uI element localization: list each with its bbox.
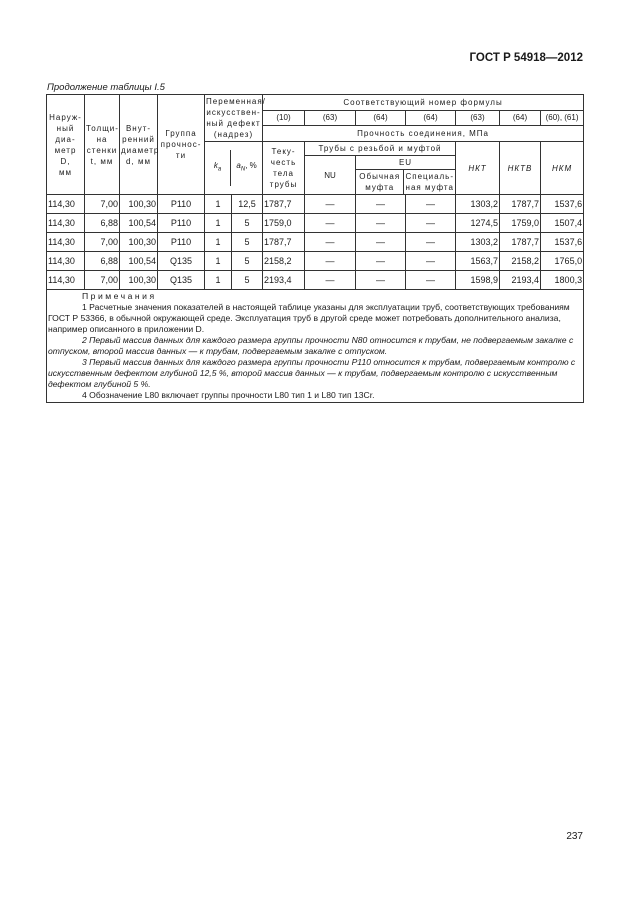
table-cell: — — [356, 195, 406, 214]
table-cell: 100,30 — [120, 195, 158, 214]
table-cell: 100,30 — [120, 271, 158, 290]
standard-designation: ГОСТ Р 54918—2012 — [469, 52, 583, 64]
note-item: 2 Первый массив данных для каждого размера группы прочности N80 относится к трубам, не подвергаемым закалке с отпуском, второй массив данных — к трубам, подвергаемым закалке с отпуском. — [48, 335, 574, 356]
table-cell: 1537,6 — [541, 195, 584, 214]
table-cell: 114,30 — [47, 195, 85, 214]
formula-number: (60), (61) — [541, 110, 584, 126]
col-ka-an — [205, 142, 263, 195]
table-cell: — — [305, 233, 356, 252]
table-cell: 100,30 — [120, 233, 158, 252]
table-cell: 1303,2 — [456, 195, 500, 214]
table-cell: — — [356, 271, 406, 290]
table-cell: Р110 — [158, 233, 205, 252]
table-cell: — — [305, 195, 356, 214]
table-cell: 1787,7 — [500, 233, 541, 252]
table-cell: — — [406, 233, 456, 252]
table-cell: — — [406, 214, 456, 233]
table-cell: 114,30 — [47, 252, 85, 271]
col-inner-diameter: Внут- ренний диаметр d, мм — [120, 95, 158, 195]
table-cell: Q135 — [158, 252, 205, 271]
table-cell: — — [305, 252, 356, 271]
col-nu: NU — [305, 156, 356, 195]
formula-number: (64) — [500, 110, 541, 126]
note-item: 1 Расчетные значения показателей в настоящей таблице указаны для эксплуатации труб, соответствующих требованиям ГОСТ Р 53366, в обычной окружающей среде. Эксплуатация труб в другой среде может потребовать дополнительного анализа, например описанного в приложении D. — [48, 302, 570, 334]
table-cell: 1 — [205, 252, 232, 271]
table-cell: 7,00 — [85, 195, 120, 214]
table-cell: 1800,3 — [541, 271, 584, 290]
table-cell: — — [406, 195, 456, 214]
table-row — [47, 252, 584, 271]
table-cell: 1 — [205, 271, 232, 290]
table-cell: 1274,5 — [456, 214, 500, 233]
col-defect: Переменная/ искусствен- ный дефект (надрез) — [205, 95, 263, 142]
table-row — [47, 195, 584, 214]
col-regular-coupling: Обычная муфта — [356, 170, 404, 195]
col-ka: $k_a$ — [205, 150, 231, 186]
table-cell: 7,00 — [85, 233, 120, 252]
note-item: 3 Первый массив данных для каждого размера группы прочности Р110 относится к трубам, подвергаемым контролю с искусственным дефектом глубиной 12,5 %, второй массив данных — к трубам, подвергаемым контролю с искусственным дефектом глубиной 5 %. — [48, 357, 576, 389]
col-nkm: НКМ — [541, 142, 584, 195]
note-item: 4 Обозначение L80 включает группы прочности L80 тип 1 и L80 тип 13Cr. — [82, 390, 375, 400]
formula-number: (63) — [456, 110, 500, 126]
table-cell: 114,30 — [47, 233, 85, 252]
table-row — [47, 233, 584, 252]
table-cell: 5 — [232, 214, 263, 233]
strength-header: Прочность соединения, МПа — [263, 126, 584, 142]
table-cell: Р110 — [158, 214, 205, 233]
col-body-yield: Теку- честь тела трубы — [263, 142, 305, 195]
formula-group-header: Соответствующий номер формулы — [263, 95, 584, 111]
table-cell: 12,5 — [232, 195, 263, 214]
table-cell: 6,88 — [85, 214, 120, 233]
table-cell: 1759,0 — [263, 214, 305, 233]
table-cell: 2193,4 — [263, 271, 305, 290]
table-cell: 1598,9 — [456, 271, 500, 290]
table-cell: — — [356, 214, 406, 233]
formula-number: (63) — [305, 110, 356, 126]
table-cell: 1537,6 — [541, 233, 584, 252]
col-strength-grade: Группа прочнос- ти — [158, 95, 205, 195]
table-cell: — — [356, 233, 406, 252]
table-cell: 1303,2 — [456, 233, 500, 252]
table-row — [47, 271, 584, 290]
table-cell: 114,30 — [47, 271, 85, 290]
col-wall-thickness: Толщи- на стенки t, мм — [85, 95, 120, 195]
notes-block — [47, 290, 584, 403]
table-cell: 2158,2 — [500, 252, 541, 271]
table-cell: Q135 — [158, 271, 205, 290]
table-cell: 1787,7 — [263, 233, 305, 252]
table-cell: 2158,2 — [263, 252, 305, 271]
formula-number: (64) — [356, 110, 406, 126]
table-cell: Р110 — [158, 195, 205, 214]
table-cell: 5 — [232, 252, 263, 271]
table-row — [47, 214, 584, 233]
table-cell: 5 — [232, 271, 263, 290]
notes-title: Примечания — [82, 291, 157, 301]
table-cell: 1787,7 — [263, 195, 305, 214]
table-cell: 1563,7 — [456, 252, 500, 271]
table-cell: 100,54 — [120, 214, 158, 233]
strength-table — [46, 94, 584, 403]
col-an: $a_N$, % — [236, 161, 257, 173]
table-cell: 6,88 — [85, 252, 120, 271]
col-nktv: НКТВ — [500, 142, 541, 195]
table-cell: 114,30 — [47, 214, 85, 233]
table-cell: — — [305, 214, 356, 233]
table-cell: 100,54 — [120, 252, 158, 271]
table-cell: 1759,0 — [500, 214, 541, 233]
table-cell: 1787,7 — [500, 195, 541, 214]
col-eu — [356, 156, 456, 195]
formula-number: (10) — [263, 110, 305, 126]
table-cell: 7,00 — [85, 271, 120, 290]
page-number: 237 — [566, 831, 583, 842]
table-cell: 1 — [205, 233, 232, 252]
table-cell: — — [305, 271, 356, 290]
threaded-header: Трубы с резьбой и муфтой — [305, 142, 456, 156]
table-cell: — — [406, 252, 456, 271]
table-cell: 1 — [205, 195, 232, 214]
col-outer-diameter: Наруж- ный диа- метр D, мм — [47, 95, 85, 195]
table-cell: 1765,0 — [541, 252, 584, 271]
col-nkt: НКТ — [456, 142, 500, 195]
table-cell: — — [356, 252, 406, 271]
table-cell: 2193,4 — [500, 271, 541, 290]
table-cell: — — [406, 271, 456, 290]
table-caption: Продолжение таблицы I.5 — [47, 82, 165, 93]
table-cell: 5 — [232, 233, 263, 252]
eu-label: EU — [356, 156, 455, 170]
table-cell: 1 — [205, 214, 232, 233]
col-special-coupling: Специаль- ная муфта — [405, 172, 455, 192]
formula-number: (64) — [406, 110, 456, 126]
table-cell: 1507,4 — [541, 214, 584, 233]
